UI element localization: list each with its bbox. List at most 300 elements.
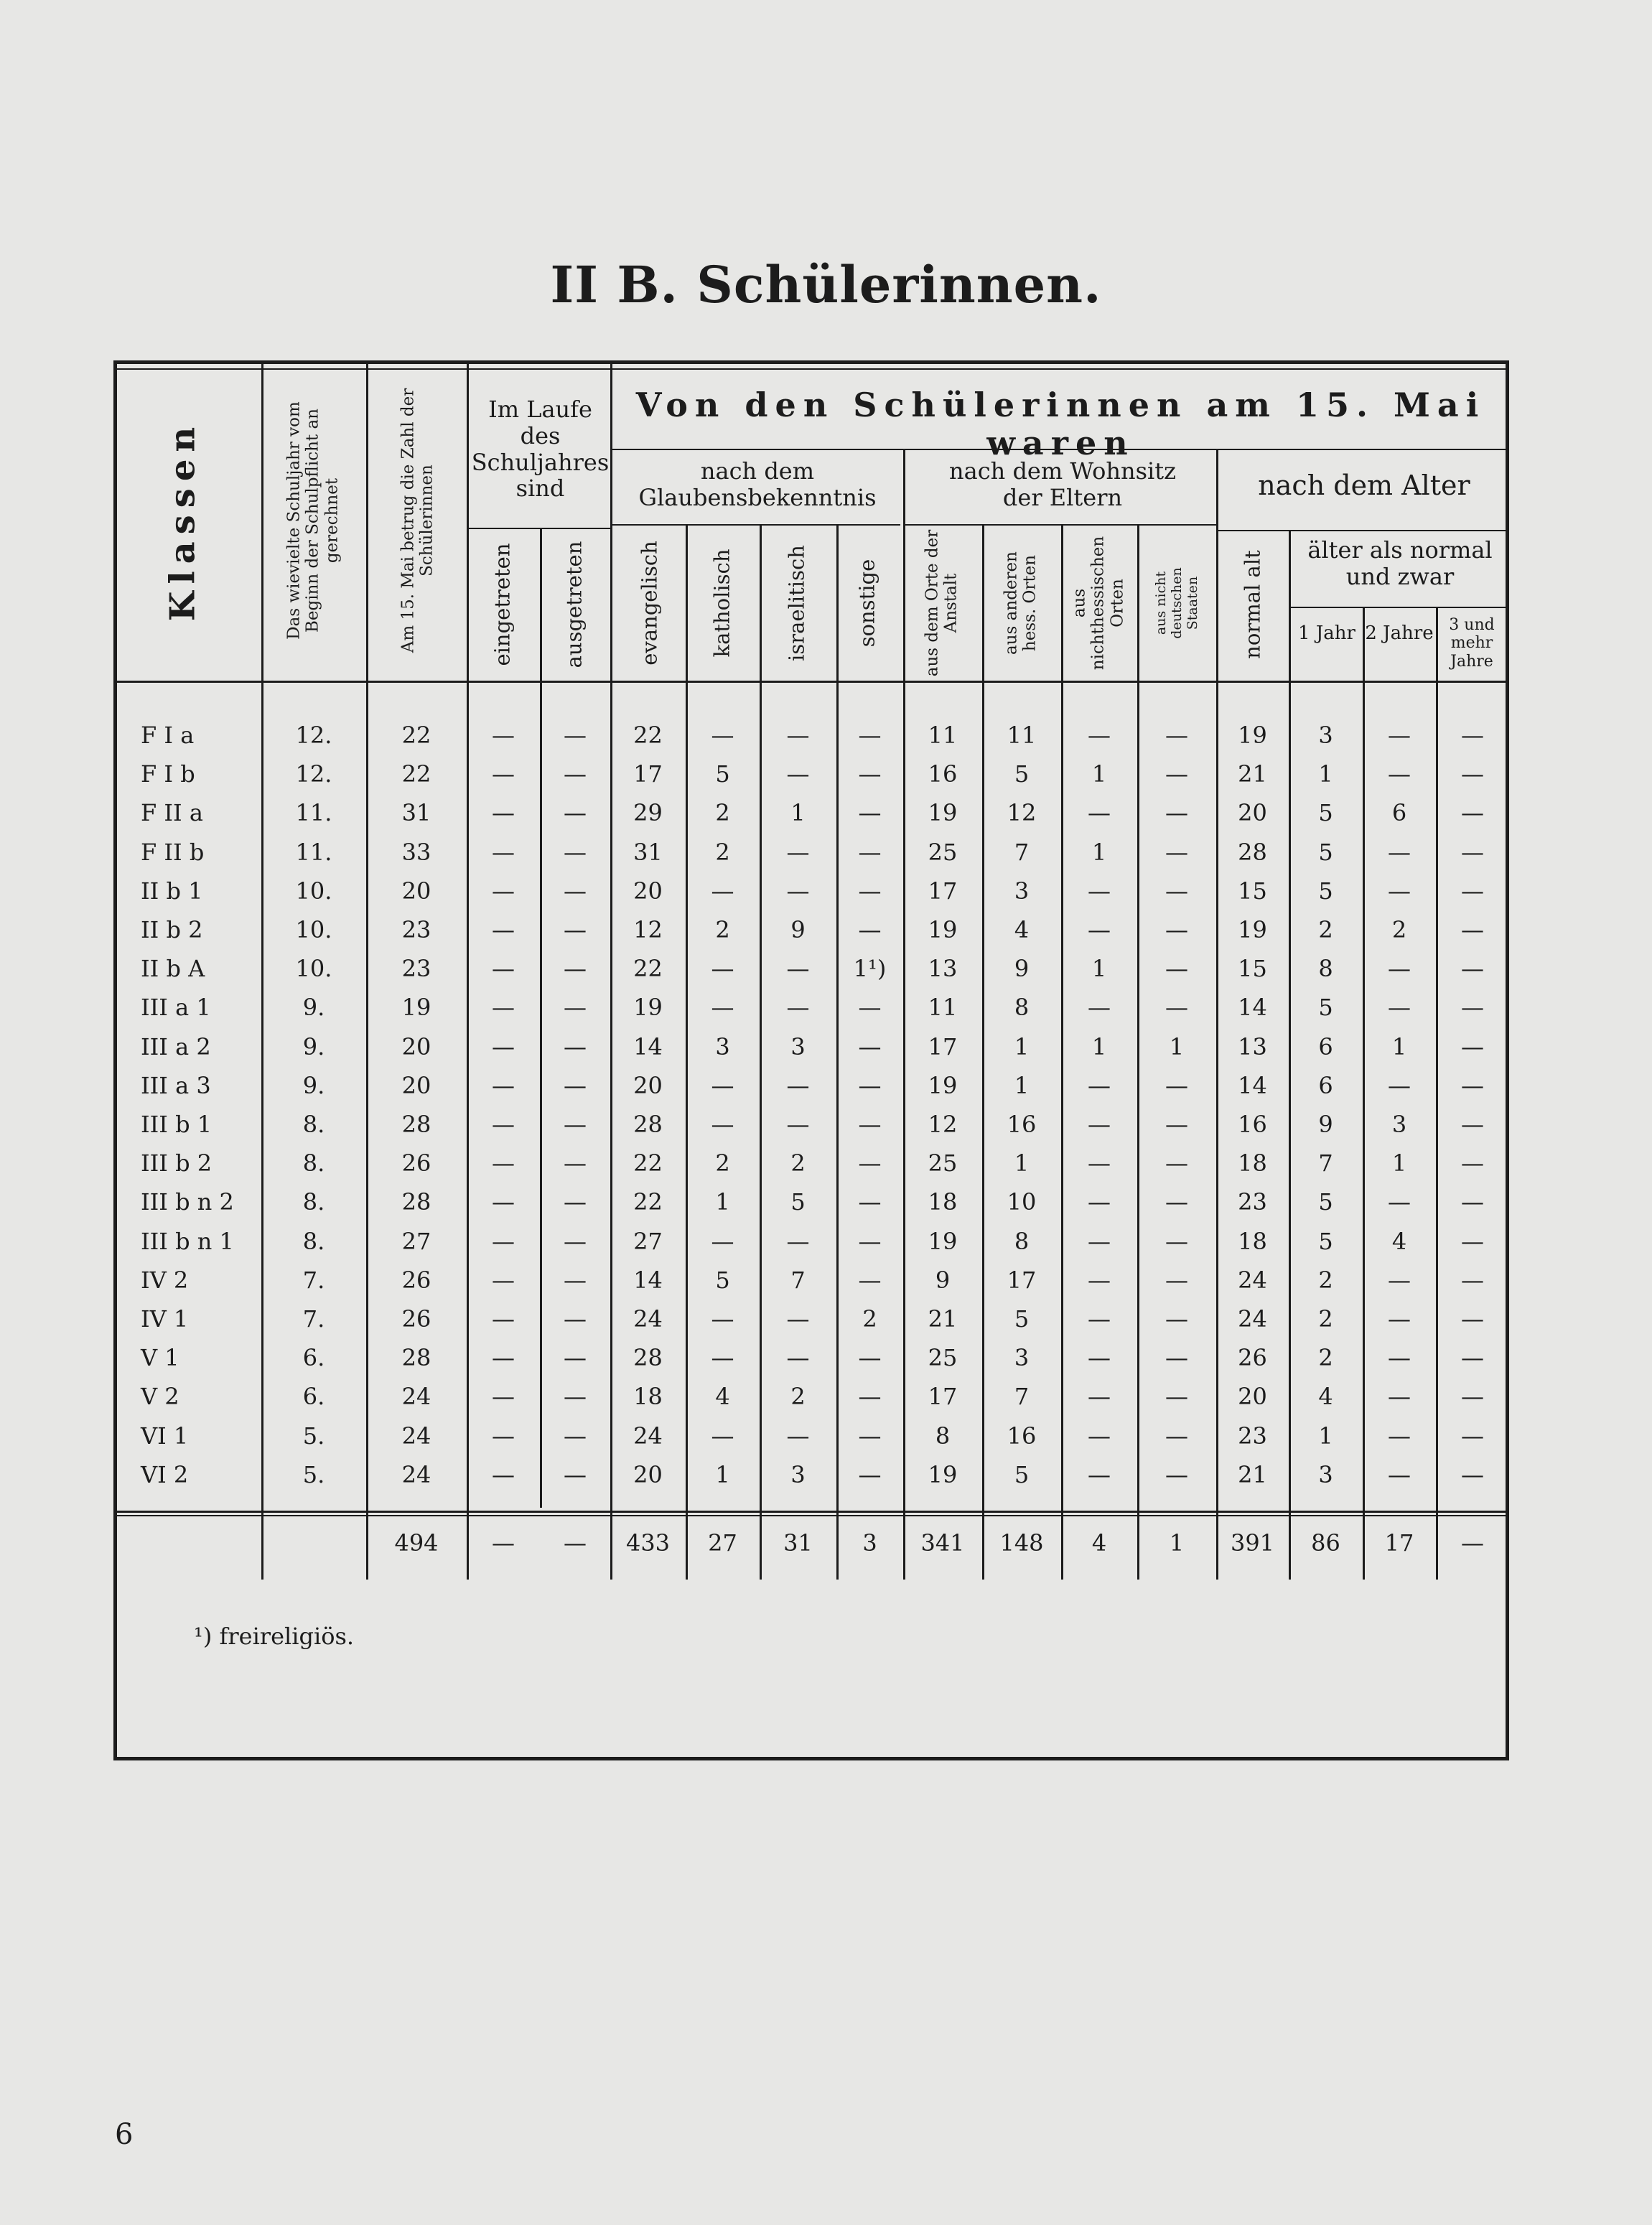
table-row-label: II b 1 bbox=[141, 877, 203, 905]
table-cell: — bbox=[858, 1111, 882, 1138]
table-row-label: V 2 bbox=[141, 1383, 179, 1411]
table-cell: — bbox=[786, 760, 810, 788]
table-cell: 1 bbox=[715, 1188, 730, 1216]
table-cell: 28 bbox=[401, 1188, 431, 1216]
table-cell: — bbox=[711, 1071, 734, 1099]
table-cell: — bbox=[1088, 1227, 1111, 1255]
table-cell: — bbox=[1165, 1344, 1188, 1372]
table-cell: 22 bbox=[633, 722, 663, 749]
table-cell: — bbox=[858, 994, 882, 1022]
table-cell: 5 bbox=[1318, 799, 1333, 827]
table-cell: 12. bbox=[295, 760, 332, 788]
table-cell: — bbox=[1165, 799, 1188, 827]
table-cell: 23 bbox=[401, 955, 431, 983]
table-cell: 3 bbox=[715, 1032, 730, 1060]
table-cell: — bbox=[564, 1266, 587, 1294]
table-cell: — bbox=[492, 1344, 515, 1372]
table-cell: — bbox=[786, 1071, 810, 1099]
table-cell: 5 bbox=[1318, 877, 1333, 905]
table-cell: 1 bbox=[790, 799, 806, 827]
table-cell: — bbox=[492, 1071, 515, 1099]
table-cell: 15 bbox=[1238, 955, 1267, 983]
table-cell: 8. bbox=[302, 1111, 325, 1138]
table-cell: — bbox=[564, 877, 587, 905]
table-cell: — bbox=[711, 994, 734, 1022]
table-cell: — bbox=[1165, 1188, 1188, 1216]
table-cell: 18 bbox=[928, 1188, 958, 1216]
table-cell: — bbox=[564, 1305, 587, 1333]
table-cell: 9. bbox=[302, 1071, 325, 1099]
table-cell: — bbox=[1388, 1383, 1411, 1411]
table-cell: 3 bbox=[1318, 722, 1333, 749]
table-cell: — bbox=[1088, 916, 1111, 943]
table-cell: 5 bbox=[715, 1266, 730, 1294]
table-cell: 4 bbox=[1391, 1227, 1407, 1255]
table-cell: 10 bbox=[1007, 1188, 1037, 1216]
table-cell: — bbox=[786, 1305, 810, 1333]
table-cell: 5. bbox=[302, 1460, 325, 1488]
table-row-label: F II a bbox=[141, 799, 203, 827]
table-cell: 6 bbox=[1318, 1071, 1333, 1099]
table-cell: — bbox=[1165, 1227, 1188, 1255]
table-cell: 20 bbox=[633, 1071, 663, 1099]
table-cell: 11 bbox=[1007, 722, 1037, 749]
table-cell: 15 bbox=[1238, 877, 1267, 905]
table-cell: 2 bbox=[715, 838, 730, 866]
table-row-label: V 1 bbox=[141, 1344, 179, 1372]
table-cell: 31 bbox=[401, 799, 431, 827]
totals-top-rule-2 bbox=[113, 1515, 1509, 1516]
header-aus-nicht-deutsch: aus nicht deutschen Staaten bbox=[1153, 567, 1200, 639]
table-cell: 24 bbox=[401, 1460, 431, 1488]
table-cell: 1 bbox=[1318, 760, 1333, 788]
table-cell: 7 bbox=[1014, 1383, 1030, 1411]
table-cell: 20 bbox=[1238, 799, 1267, 827]
table-cell: 14 bbox=[633, 1032, 663, 1060]
table-cell: — bbox=[1388, 760, 1411, 788]
table-cell: 7. bbox=[302, 1266, 325, 1294]
table-cell: — bbox=[858, 799, 882, 827]
table-cell: — bbox=[492, 1188, 515, 1216]
table-cell: — bbox=[1165, 838, 1188, 866]
table-cell: — bbox=[1461, 1344, 1484, 1372]
table-cell: 2 bbox=[790, 1149, 806, 1177]
header-im-laufe: Im Laufe des Schuljahres sind bbox=[471, 396, 610, 503]
table-cell: 22 bbox=[401, 722, 431, 749]
header-sonstige: sonstige bbox=[854, 559, 879, 648]
table-cell: 11. bbox=[295, 838, 332, 866]
table-cell: — bbox=[858, 916, 882, 943]
table-cell: 23 bbox=[401, 916, 431, 943]
table-row-label: III b n 1 bbox=[141, 1227, 234, 1255]
table-cell: — bbox=[1461, 1111, 1484, 1138]
table-cell: 22 bbox=[633, 955, 663, 983]
table-cell: — bbox=[1461, 994, 1484, 1022]
table-cell: — bbox=[492, 1460, 515, 1488]
total-cell: 341 bbox=[920, 1529, 965, 1557]
table-cell: — bbox=[1388, 722, 1411, 749]
table-cell: 29 bbox=[633, 799, 663, 827]
table-cell: — bbox=[858, 1032, 882, 1060]
table-cell: 1 bbox=[1091, 838, 1107, 866]
table-cell: 2 bbox=[715, 916, 730, 943]
footnote: ¹) freireligiös. bbox=[194, 1623, 355, 1650]
table-cell: — bbox=[564, 1383, 587, 1411]
table-cell: 5 bbox=[1318, 1188, 1333, 1216]
table-cell: — bbox=[1388, 1422, 1411, 1450]
table-cell: 9 bbox=[935, 1266, 951, 1294]
table-cell: — bbox=[1461, 799, 1484, 827]
table-row-label: VI 1 bbox=[141, 1422, 189, 1450]
table-cell: 19 bbox=[928, 1460, 958, 1488]
table-cell: 28 bbox=[1238, 838, 1267, 866]
table-cell: 8 bbox=[935, 1422, 951, 1450]
total-cell: 1 bbox=[1169, 1529, 1185, 1557]
header-evangelisch: evangelisch bbox=[637, 541, 662, 666]
table-cell: — bbox=[1088, 799, 1111, 827]
table-row-label: III b 1 bbox=[141, 1111, 213, 1138]
table-cell: — bbox=[786, 1227, 810, 1255]
header-3-jahre: 3 und mehr Jahre bbox=[1449, 616, 1495, 671]
table-cell: — bbox=[492, 760, 515, 788]
table-cell: 5 bbox=[1014, 1460, 1030, 1488]
table-cell: 19 bbox=[928, 1227, 958, 1255]
table-cell: — bbox=[1461, 1305, 1484, 1333]
laufe-sub-rule bbox=[467, 528, 610, 529]
table-cell: — bbox=[858, 838, 882, 866]
table-cell: 5. bbox=[302, 1422, 325, 1450]
table-cell: 19 bbox=[928, 799, 958, 827]
table-cell: 1 bbox=[1391, 1032, 1407, 1060]
table-cell: 24 bbox=[1238, 1305, 1267, 1333]
table-cell: 19 bbox=[1238, 722, 1267, 749]
table-cell: 1 bbox=[1091, 1032, 1107, 1060]
table-cell: 17 bbox=[928, 1032, 958, 1060]
table-cell: — bbox=[1088, 722, 1111, 749]
table-cell: 22 bbox=[633, 1149, 663, 1177]
header-israelitisch: israelitisch bbox=[784, 545, 809, 661]
table-cell: 19 bbox=[401, 994, 431, 1022]
table-row-label: II b A bbox=[141, 955, 205, 983]
table-cell: — bbox=[786, 1111, 810, 1138]
table-cell: 27 bbox=[633, 1227, 663, 1255]
table-cell: 20 bbox=[401, 1071, 431, 1099]
table-cell: — bbox=[564, 1344, 587, 1372]
table-cell: — bbox=[492, 994, 515, 1022]
table-cell: — bbox=[492, 1383, 515, 1411]
aelter-sub-rule bbox=[1289, 607, 1509, 608]
table-cell: 16 bbox=[1007, 1111, 1037, 1138]
glaube-sub-rule bbox=[610, 524, 900, 526]
table-cell: — bbox=[1088, 1460, 1111, 1488]
total-cell: 433 bbox=[625, 1529, 671, 1557]
header-aus-nichthess: aus nichthessischen Orten bbox=[1070, 536, 1127, 671]
table-cell: 8. bbox=[302, 1188, 325, 1216]
table-cell: — bbox=[564, 1422, 587, 1450]
table-cell: 3 bbox=[1014, 877, 1030, 905]
table-cell: — bbox=[858, 1422, 882, 1450]
table-cell: — bbox=[786, 1344, 810, 1372]
table-cell: 20 bbox=[633, 877, 663, 905]
table-row-label: F I b bbox=[141, 760, 195, 788]
total-cell: 86 bbox=[1311, 1529, 1340, 1557]
table-cell: 25 bbox=[928, 1344, 958, 1372]
table-cell: 6 bbox=[1318, 1032, 1333, 1060]
total-cell: — bbox=[1461, 1529, 1484, 1557]
total-cell: 3 bbox=[862, 1529, 877, 1557]
header-aus-orte: aus dem Orte der Anstalt bbox=[923, 529, 961, 677]
table-row-label: III b 2 bbox=[141, 1149, 213, 1177]
table-cell: 2 bbox=[1318, 916, 1333, 943]
table-cell: 18 bbox=[1238, 1149, 1267, 1177]
table-cell: 6. bbox=[302, 1344, 325, 1372]
table-cell: 24 bbox=[401, 1422, 431, 1450]
table-cell: 12. bbox=[295, 722, 332, 749]
table-cell: — bbox=[564, 1460, 587, 1488]
table-cell: 19 bbox=[928, 1071, 958, 1099]
table-cell: 1 bbox=[1391, 1149, 1407, 1177]
table-cell: — bbox=[711, 1305, 734, 1333]
table-cell: 24 bbox=[633, 1422, 663, 1450]
table-cell: — bbox=[858, 1383, 882, 1411]
header-1-jahr: 1 Jahr bbox=[1298, 622, 1355, 644]
table-cell: 10. bbox=[295, 877, 332, 905]
table-cell: 8. bbox=[302, 1149, 325, 1177]
table-cell: — bbox=[1165, 1111, 1188, 1138]
table-cell: 9 bbox=[1014, 955, 1030, 983]
table-cell: — bbox=[711, 1344, 734, 1372]
table-cell: — bbox=[1388, 877, 1411, 905]
table-cell: 25 bbox=[928, 1149, 958, 1177]
table-cell: — bbox=[1165, 1266, 1188, 1294]
header-von-den: Von den Schülerinnen am 15. Mai waren bbox=[635, 386, 1486, 462]
table-cell: — bbox=[1388, 1305, 1411, 1333]
table-cell: 5 bbox=[1318, 838, 1333, 866]
table-cell: — bbox=[1088, 877, 1111, 905]
table-cell: 11. bbox=[295, 799, 332, 827]
table-cell: — bbox=[1461, 722, 1484, 749]
table-cell: 17 bbox=[633, 760, 663, 788]
table-cell: 17 bbox=[928, 877, 958, 905]
table-cell: 1 bbox=[1014, 1032, 1030, 1060]
table-cell: 17 bbox=[928, 1383, 958, 1411]
table-cell: 1 bbox=[1091, 955, 1107, 983]
table-cell: 13 bbox=[1238, 1032, 1267, 1060]
table-cell: — bbox=[711, 877, 734, 905]
table-cell: — bbox=[492, 1266, 515, 1294]
table-cell: — bbox=[858, 1227, 882, 1255]
table-cell: 8 bbox=[1014, 1227, 1030, 1255]
table-cell: 19 bbox=[928, 916, 958, 943]
table-cell: — bbox=[1165, 955, 1188, 983]
table-cell: — bbox=[1088, 1422, 1111, 1450]
table-cell: — bbox=[711, 722, 734, 749]
table-cell: 1 bbox=[1169, 1032, 1185, 1060]
table-cell: 6 bbox=[1391, 799, 1407, 827]
table-cell: 11 bbox=[928, 994, 958, 1022]
table-cell: — bbox=[564, 760, 587, 788]
table-cell: — bbox=[564, 1071, 587, 1099]
table-cell: 8 bbox=[1014, 994, 1030, 1022]
table-cell: 2 bbox=[862, 1305, 877, 1333]
table-cell: 20 bbox=[401, 877, 431, 905]
table-cell: — bbox=[564, 1032, 587, 1060]
table-cell: 1 bbox=[715, 1460, 730, 1488]
table-cell: — bbox=[492, 1149, 515, 1177]
table-cell: 9 bbox=[1318, 1111, 1333, 1138]
table-cell: 21 bbox=[1238, 760, 1267, 788]
table-row-label: III b n 2 bbox=[141, 1188, 234, 1216]
table-cell: — bbox=[1088, 1188, 1111, 1216]
table-cell: 13 bbox=[928, 955, 958, 983]
table-cell: — bbox=[492, 955, 515, 983]
table-cell: — bbox=[1088, 1149, 1111, 1177]
table-cell: 12 bbox=[928, 1111, 958, 1138]
table-cell: 1 bbox=[1014, 1149, 1030, 1177]
table-cell: — bbox=[1461, 760, 1484, 788]
table-cell: 12 bbox=[1007, 799, 1037, 827]
table-cell: 19 bbox=[1238, 916, 1267, 943]
table-cell: — bbox=[1388, 1266, 1411, 1294]
total-cell: 17 bbox=[1384, 1529, 1414, 1557]
header-aelter: älter als normal und zwar bbox=[1307, 536, 1493, 590]
table-cell: — bbox=[1088, 1305, 1111, 1333]
table-cell: — bbox=[492, 916, 515, 943]
table-cell: — bbox=[1088, 1344, 1111, 1372]
table-cell: 9. bbox=[302, 994, 325, 1022]
table-cell: — bbox=[1165, 1071, 1188, 1099]
table-cell: 16 bbox=[928, 760, 958, 788]
table-cell: 31 bbox=[633, 838, 663, 866]
table-cell: — bbox=[564, 1111, 587, 1138]
table-cell: 21 bbox=[1238, 1460, 1267, 1488]
table-cell: — bbox=[858, 760, 882, 788]
total-cell: — bbox=[492, 1529, 515, 1557]
table-cell: — bbox=[1461, 1149, 1484, 1177]
table-cell: 23 bbox=[1238, 1422, 1267, 1450]
table-cell: 4 bbox=[1014, 916, 1030, 943]
table-cell: — bbox=[492, 799, 515, 827]
table-cell: 9 bbox=[790, 916, 806, 943]
header-normal-alt: normal alt bbox=[1240, 550, 1265, 659]
total-cell: 494 bbox=[394, 1529, 439, 1557]
table-cell: — bbox=[1388, 838, 1411, 866]
table-cell: — bbox=[1165, 760, 1188, 788]
table-cell: 7. bbox=[302, 1305, 325, 1333]
table-cell: 2 bbox=[790, 1383, 806, 1411]
table-cell: 8 bbox=[1318, 955, 1333, 983]
table-cell: — bbox=[564, 799, 587, 827]
table-cell: — bbox=[1165, 1383, 1188, 1411]
header-zahl: Am 15. Mai betrug die Zahl der Schülerinnen bbox=[398, 388, 437, 653]
table-cell: — bbox=[1461, 955, 1484, 983]
table-cell: — bbox=[564, 722, 587, 749]
total-cell: 4 bbox=[1091, 1529, 1107, 1557]
table-cell: 10. bbox=[295, 916, 332, 943]
totals-top-rule bbox=[113, 1511, 1509, 1513]
table-cell: — bbox=[1461, 1032, 1484, 1060]
table-cell: — bbox=[1461, 1188, 1484, 1216]
table-cell: 20 bbox=[401, 1032, 431, 1060]
table-cell: 2 bbox=[1391, 916, 1407, 943]
table-cell: 16 bbox=[1007, 1422, 1037, 1450]
spacer bbox=[610, 1511, 611, 1513]
table-cell: — bbox=[786, 994, 810, 1022]
table-cell: 5 bbox=[1318, 1227, 1333, 1255]
table-cell: 5 bbox=[790, 1188, 806, 1216]
table-cell: 4 bbox=[715, 1383, 730, 1411]
table-cell: 28 bbox=[633, 1111, 663, 1138]
header-glaubens: nach dem Glaubensbekenntnis bbox=[638, 457, 877, 511]
table-cell: 5 bbox=[1014, 1305, 1030, 1333]
total-cell: 148 bbox=[999, 1529, 1044, 1557]
table-cell: 16 bbox=[1238, 1111, 1267, 1138]
table-cell: — bbox=[1388, 994, 1411, 1022]
table-cell: 5 bbox=[1318, 994, 1333, 1022]
table-cell: 26 bbox=[401, 1305, 431, 1333]
total-cell: — bbox=[564, 1529, 587, 1557]
table-cell: — bbox=[858, 1188, 882, 1216]
table-cell: 6. bbox=[302, 1383, 325, 1411]
table-cell: 1 bbox=[1091, 760, 1107, 788]
table-cell: — bbox=[1165, 1305, 1188, 1333]
table-cell: — bbox=[564, 838, 587, 866]
table-cell: 18 bbox=[1238, 1227, 1267, 1255]
table-cell: 7 bbox=[790, 1266, 806, 1294]
table-cell: — bbox=[1461, 838, 1484, 866]
table-cell: — bbox=[858, 1460, 882, 1488]
table-cell: — bbox=[786, 722, 810, 749]
table-cell: 28 bbox=[401, 1111, 431, 1138]
table-cell: — bbox=[1461, 1460, 1484, 1488]
table-cell: — bbox=[1165, 994, 1188, 1022]
table-cell: 19 bbox=[633, 994, 663, 1022]
total-cell: 31 bbox=[783, 1529, 813, 1557]
table-cell: 22 bbox=[401, 760, 431, 788]
table-cell: 14 bbox=[1238, 994, 1267, 1022]
table-cell: 5 bbox=[1014, 760, 1030, 788]
table-cell: — bbox=[1165, 916, 1188, 943]
table-cell: 2 bbox=[1318, 1344, 1333, 1372]
total-cell: 391 bbox=[1230, 1529, 1275, 1557]
table-cell: — bbox=[1388, 1188, 1411, 1216]
table-cell: — bbox=[1165, 1149, 1188, 1177]
table-cell: — bbox=[858, 877, 882, 905]
table-cell: — bbox=[1165, 877, 1188, 905]
table-row-label: F II b bbox=[141, 838, 205, 866]
table-cell: — bbox=[564, 994, 587, 1022]
table-cell: 3 bbox=[790, 1460, 806, 1488]
table-cell: 2 bbox=[1318, 1266, 1333, 1294]
total-cell: 27 bbox=[708, 1529, 737, 1557]
alter-sub-rule bbox=[1216, 530, 1509, 531]
table-cell: — bbox=[711, 955, 734, 983]
table-cell: — bbox=[711, 1111, 734, 1138]
page-number: 6 bbox=[115, 2118, 134, 2151]
table-cell: — bbox=[1461, 916, 1484, 943]
table-cell: 11 bbox=[928, 722, 958, 749]
table-cell: — bbox=[1461, 1227, 1484, 1255]
table-cell: — bbox=[1088, 1266, 1111, 1294]
table-cell: 12 bbox=[633, 916, 663, 943]
table-cell: 4 bbox=[1318, 1383, 1333, 1411]
table-cell: — bbox=[492, 1111, 515, 1138]
table-cell: — bbox=[1088, 1071, 1111, 1099]
table-row-label: IV 1 bbox=[141, 1305, 189, 1333]
header-alter: nach dem Alter bbox=[1258, 470, 1470, 501]
table-cell: — bbox=[786, 955, 810, 983]
table-cell: — bbox=[858, 1266, 882, 1294]
